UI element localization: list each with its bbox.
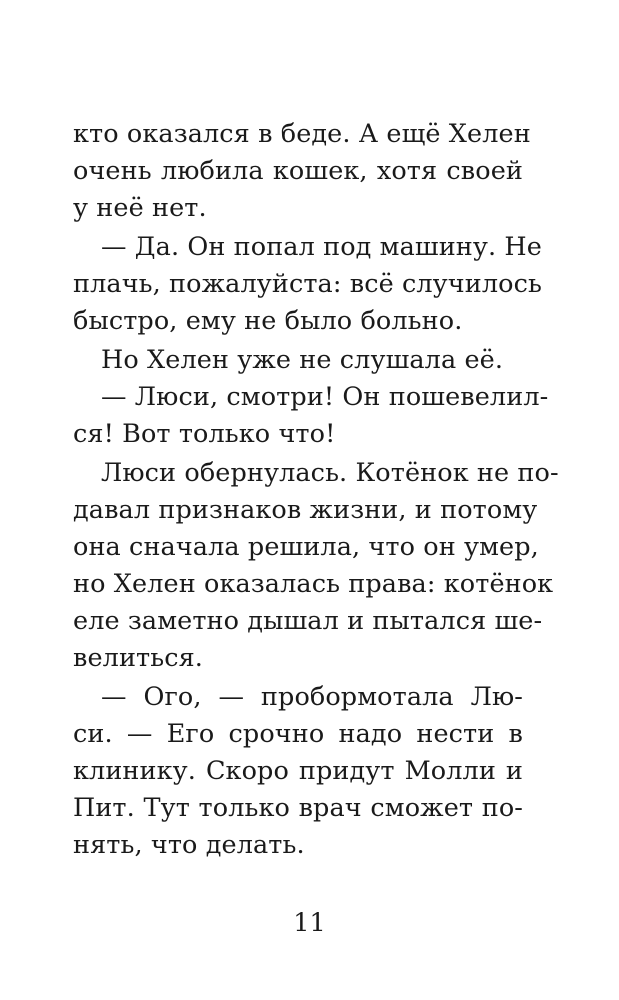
- text-line: Но Хелен уже не слушала её.: [101, 345, 504, 375]
- text-line: — Люси, смотри! Он пошевелил-: [101, 382, 549, 412]
- text-line: нять, что делать.: [73, 830, 305, 860]
- text-line: кто оказался в беде. А ещё Хелен: [73, 119, 531, 149]
- text-line: она сначала решила, что он умер,: [73, 532, 539, 562]
- text-line: ся! Вот только что!: [73, 419, 336, 449]
- text-line: Люси обернулась. Котёнок не по-: [101, 458, 559, 488]
- text-line: си. — Его срочно надо нести в: [73, 719, 523, 749]
- text-line: у неё нет.: [73, 193, 207, 223]
- text-line: клинику. Скоро придут Молли и: [73, 756, 523, 786]
- text-line: Пит. Тут только врач сможет по-: [73, 793, 523, 823]
- text-line: — Да. Он попал под машину. Не: [101, 232, 542, 262]
- text-line: еле заметно дышал и пытался ше-: [73, 606, 543, 636]
- text-line: но Хелен оказалась права: котёнок: [73, 569, 554, 599]
- page-number: 11: [293, 908, 326, 938]
- text-line: плачь, пожалуйста: всё случилось: [73, 269, 542, 299]
- text-line: велиться.: [73, 643, 204, 673]
- text-line: давал признаков жизни, и потому: [73, 495, 538, 525]
- text-line: очень любила кошек, хотя своей: [73, 156, 523, 186]
- text-line: — Ого, — пробормотала Лю-: [101, 682, 523, 712]
- text-line: быстро, ему не было больно.: [73, 306, 463, 336]
